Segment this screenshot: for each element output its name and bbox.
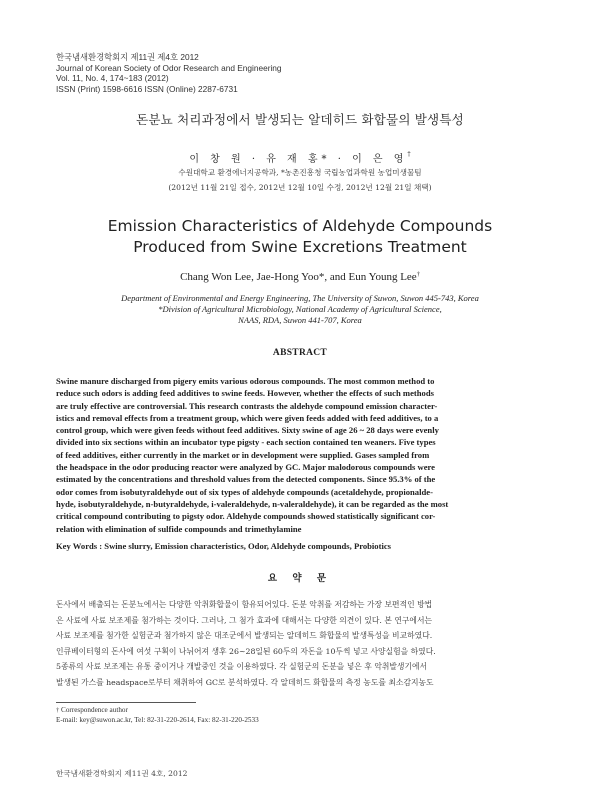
affiliation-en-line: *Division of Agricultural Microbiology, National Academy of Agricultural Science, — [158, 304, 442, 315]
journal-volume: Vol. 11, No. 4, 174~183 (2012) — [56, 73, 169, 84]
abstract-line: divided into six sections within an incubator type pigsty - each section contained ten weaners. Five types — [56, 437, 436, 448]
footnote-divider — [56, 702, 196, 703]
footnote — [56, 706, 259, 726]
affiliation-en-line: Department of Environmental and Energy Engineering, The University of Suwon, Suwon 445-743, Korea — [121, 293, 479, 303]
footnote-dagger: † — [56, 707, 60, 714]
corresponding-mark-en: † — [416, 271, 420, 278]
korean-abstract-line: 5종류의 사료 보조제는 유통 중이거나 개발중인 것을 이용하였다. 각 실험군의 돈분을 넣은 후 악취발생기에서 — [56, 662, 428, 672]
journal-issn: ISSN (Print) 1598-6616 ISSN (Online) 2287-6731 — [56, 83, 238, 94]
received-dates-ko: (2012년 11월 21일 접수, 2012년 12월 10일 수정, 2012년 12월 21일 채택) — [168, 183, 432, 192]
footnote-author — [56, 706, 259, 716]
abstract-heading: ABSTRACT — [272, 348, 328, 358]
korean-abstract-line: 은 사료에 사료 보조제를 첨가하는 것이다. 그러나, 그 첨가 효과에 대해서는 다양한 의견이 있다. 본 연구에서는 — [56, 615, 433, 625]
paper-title-ko: 돈분뇨 처리과정에서 발생되는 알데히드 화합물의 발생특성 — [136, 112, 464, 127]
affiliation-ko: 수원대학교 환경에너지공학과, *농촌진흥청 국립농업과학원 농업미생물팀 — [178, 168, 422, 177]
authors-en-names: Chang Won Lee, Jae-Hong Yoo*, and Eun Young Lee — [180, 271, 417, 283]
abstract-line: the headspace in the odor producing reactor were analyzed by GC. Major malodorous compounds were — [56, 462, 436, 473]
korean-abstract-line: 인큐베이터형의 돈사에 여섯 구획이 나뉘어져 생후 26~28일된 60두의 자돈을 10두씩 넣고 사양실험을 하였다. — [56, 646, 436, 656]
authors-ko — [0, 150, 600, 165]
korean-abstract-line: 사료 보조제를 첨가한 실험군과 첨가하지 않은 대조군에서 발생되는 알데히드 화합물의 발생특성을 비교하였다. — [56, 631, 433, 641]
abstract-line: istics and removal effects from a treatment group, which were given feeds added with feed additives, to a — [56, 412, 439, 423]
affiliation-en — [0, 293, 600, 327]
journal-header — [56, 52, 282, 94]
footnote-label: Correspondence author — [61, 706, 128, 714]
affiliation-en-line: NAAS, RDA, Suwon 441-707, Korea — [238, 315, 362, 326]
journal-title-en: Journal of Korean Society of Odor Research and Engineering — [56, 62, 282, 73]
abstract-line: of feed additives, either currently in the market or in development were supplied. Gases sampled from — [56, 449, 430, 460]
authors-en — [0, 271, 600, 283]
paper-title-en — [0, 216, 600, 258]
authors-ko-names: 이 창 원 · 유 재 홍* · 이 은 영 — [189, 154, 408, 165]
page-footer: 한국냄새환경학회지 제11권 4호, 2012 — [56, 769, 188, 778]
abstract-body — [56, 375, 544, 535]
abstract-line: Swine manure discharged from pigery emits various odorous compounds. The most common method to — [56, 376, 435, 386]
footnote-contact: E-mail: key@suwon.ac.kr, Tel: 82-31-220-2614, Fax: 82-31-220-2533 — [56, 715, 259, 724]
corresponding-mark: † — [407, 150, 411, 158]
abstract-line: hyde, isobutyraldehyde, n-butyraldehyde, i-valeraldehyde, n-valeraldehyde), it can be regarded as the most — [56, 498, 449, 509]
paper-title-en-line2: Produced from Swine Excretions Treatment — [133, 238, 467, 256]
abstract-line: critical compound contributing to pigsty odor. Aldehyde compounds showed statistically significant cor- — [56, 511, 436, 522]
keywords: Key Words : Swine slurry, Emission characteristics, Odor, Aldehyde compounds, Probiotics — [56, 541, 392, 551]
journal-title-ko: 한국냄새환경학회지 제11권 제4호 2012 — [56, 52, 199, 62]
abstract-line: odor comes from isobutyraldehyde out of six types of aldehyde compounds (acetaldehyde, propionalde- — [56, 486, 433, 497]
korean-abstract-line: 발생된 가스를 headspace로부터 채취하여 GC로 분석하였다. 각 알데히드 화합물의 측정 농도를 최소감지농도 — [56, 677, 434, 687]
korean-abstract-line: 돈사에서 배출되는 돈분뇨에서는 다양한 악취화합물이 함유되어있다. 돈분 악취를 저감하는 가장 보편적인 방법 — [56, 600, 433, 609]
abstract-line: reduce such odors is adding feed additives to swine feeds. However, whether the effects of such methods — [56, 388, 434, 399]
paper-title-en-line1: Emission Characteristics of Aldehyde Compounds — [107, 217, 493, 235]
abstract-line: estimated by the concentrations and threshold values from the detected components. Since 95.3% of the — [56, 474, 436, 485]
abstract-line: are truly effective are controversial. This research contrasts the aldehyde compound emission character- — [56, 400, 438, 411]
korean-abstract-heading: 요 약 문 — [267, 573, 333, 584]
abstract-line: relation with elimination of sulfide compounds and trimethylamine — [56, 523, 302, 534]
korean-abstract-body — [56, 597, 544, 691]
abstract-line: control group, which were given feeds without feed additives. Sixty swine of age 26 ~ 28 days were evenly — [56, 425, 439, 436]
